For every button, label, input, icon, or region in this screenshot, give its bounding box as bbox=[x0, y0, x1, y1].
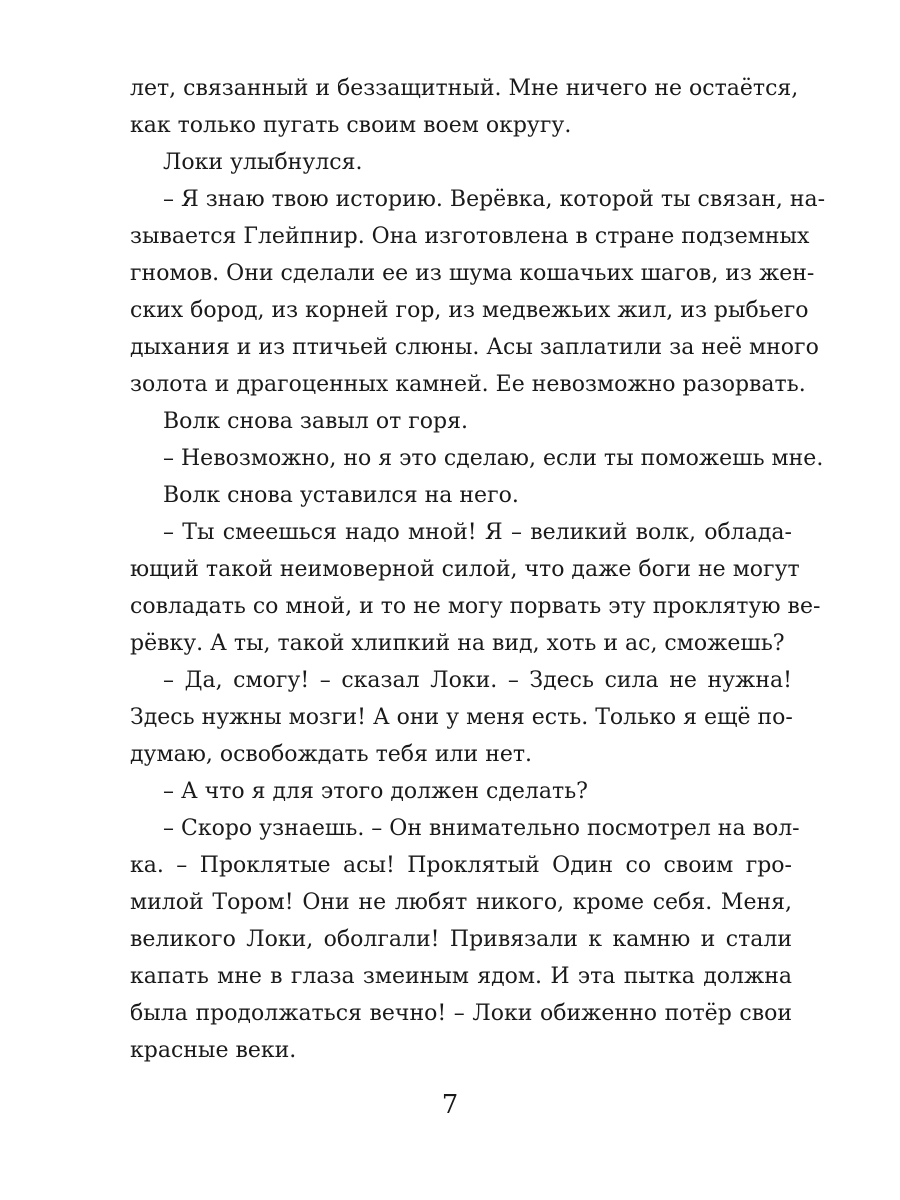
text-line: дыхания и из птичьей слюны. Асы заплатили за неё много bbox=[130, 335, 819, 360]
text-line: золота и драгоценных камней. Ее невозможно разорвать. bbox=[130, 372, 806, 397]
body-text bbox=[130, 70, 826, 1069]
text-line: Локи улыбнулся. bbox=[163, 150, 363, 175]
text-line: думаю, освобождать тебя или нет. bbox=[130, 742, 533, 767]
text-line: великого Локи, оболгали! Привязали к камню и стали bbox=[130, 927, 792, 952]
text-line: ющий такой неимоверной силой, что даже боги не могут bbox=[130, 557, 800, 582]
text-line: ских бород, из корней гор, из медвежьих жил, из рыбьего bbox=[130, 298, 809, 323]
text-line: Волк снова завыл от горя. bbox=[163, 409, 468, 434]
text-line: была продолжаться вечно! – Локи обиженно потёр свои bbox=[130, 1001, 792, 1026]
text-line: – Ты смеешься надо мной! Я – великий волк, облада- bbox=[163, 520, 792, 545]
text-line: зывается Глейпнир. Она изготовлена в стране подземных bbox=[130, 224, 810, 249]
text-line: красные веки. bbox=[130, 1038, 297, 1063]
text-line: лет, связанный и беззащитный. Мне ничего не остаётся, bbox=[130, 76, 799, 101]
text-line: Волк снова уставился на него. bbox=[163, 483, 519, 508]
text-line: ка. – Проклятые асы! Проклятый Один со своим гро- bbox=[130, 853, 792, 878]
text-line: милой Тором! Они не любят никого, кроме себя. Меня, bbox=[130, 890, 792, 915]
text-line: рёвку. А ты, такой хлипкий на вид, хоть и ас, сможешь? bbox=[130, 631, 785, 656]
text-line: – Я знаю твою историю. Верёвка, которой ты связан, на- bbox=[163, 187, 826, 212]
text-line: Здесь нужны мозги! А они у меня есть. Только я ещё по- bbox=[130, 705, 793, 730]
text-line: как только пугать своим воем округу. bbox=[130, 113, 572, 138]
text-line: – Невозможно, но я это сделаю, если ты поможешь мне. bbox=[163, 446, 824, 471]
page-number: 7 bbox=[441, 1090, 459, 1120]
text-line: – А что я для этого должен сделать? bbox=[163, 779, 588, 804]
text-line: – Скоро узнаешь. – Он внимательно посмотрел на вол- bbox=[163, 816, 800, 841]
text-line: совладать со мной, и то не могу порвать эту проклятую ве- bbox=[130, 594, 821, 619]
text-line: капать мне в глаза змеиным ядом. И эта пытка должна bbox=[130, 964, 792, 989]
text-line: – Да, смогу! – сказал Локи. – Здесь сила не нужна! bbox=[163, 668, 792, 693]
text-line: гномов. Они сделали ее из шума кошачьих шагов, из жен- bbox=[130, 261, 815, 286]
